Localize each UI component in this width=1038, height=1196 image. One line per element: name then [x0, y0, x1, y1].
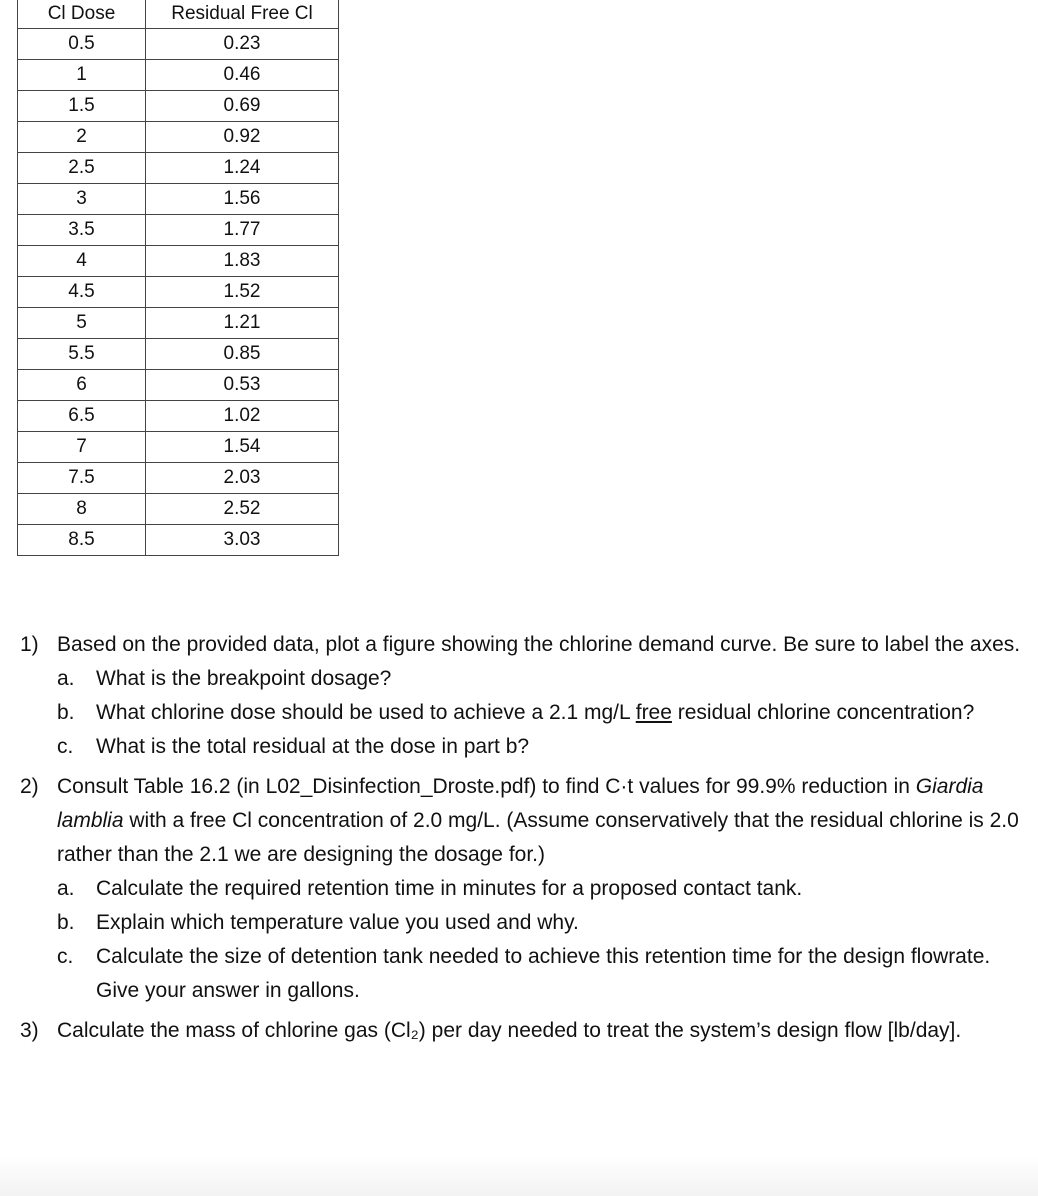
- residual-free-cl-cell: 1.77: [146, 215, 339, 246]
- sub-text: Calculate the size of detention tank needed to achieve this retention time for the design flowrate. Give your answer in gallons.: [96, 945, 991, 1002]
- residual-free-cl-cell: 0.85: [146, 339, 339, 370]
- table-row: [18, 91, 339, 122]
- question-2a: [57, 872, 1030, 906]
- question-2: [20, 770, 1030, 1008]
- table-row: [18, 184, 339, 215]
- question-number: 2): [20, 775, 39, 798]
- question-1b: [57, 696, 1030, 730]
- cl-dose-cell: 1: [18, 60, 146, 91]
- cl-dose-cell: 8.5: [18, 525, 146, 556]
- sub-text: What is the breakpoint dosage?: [96, 667, 392, 690]
- column-header-cl-dose: Cl Dose: [18, 0, 146, 29]
- table-row: [18, 277, 339, 308]
- cl-dose-cell: 8: [18, 494, 146, 525]
- table-row: [18, 370, 339, 401]
- question-2c: [57, 940, 1030, 1008]
- sub-letter: a.: [57, 667, 75, 690]
- table-header-row: [18, 0, 339, 29]
- residual-free-cl-cell: 0.92: [146, 122, 339, 153]
- sub-letter: b.: [57, 701, 75, 724]
- residual-free-cl-cell: 1.56: [146, 184, 339, 215]
- sub-letter: c.: [57, 735, 74, 758]
- questions-section: [20, 628, 1030, 1048]
- residual-free-cl-cell: 0.53: [146, 370, 339, 401]
- cl-dose-cell: 3.5: [18, 215, 146, 246]
- cl-dose-cell: 6: [18, 370, 146, 401]
- question-text: [57, 770, 1030, 872]
- table-row: [18, 122, 339, 153]
- table-row: [18, 494, 339, 525]
- residual-free-cl-cell: 1.54: [146, 432, 339, 463]
- cl-dose-cell: 5.5: [18, 339, 146, 370]
- table-row: [18, 432, 339, 463]
- question-number: 3): [20, 1019, 39, 1042]
- cl-dose-cell: 0.5: [18, 29, 146, 60]
- residual-free-cl-cell: 1.24: [146, 153, 339, 184]
- question-1a: [57, 662, 1030, 696]
- question-text-pre: Consult Table 16.2 (in L02_Disinfection_Droste.pdf) to find C·t values for 99.9% reduction in: [57, 775, 916, 798]
- table-row: [18, 308, 339, 339]
- residual-free-cl-cell: 0.46: [146, 60, 339, 91]
- question-1c: [57, 730, 1030, 764]
- cl-dose-cell: 7: [18, 432, 146, 463]
- table-body: [18, 29, 339, 556]
- question-text: Based on the provided data, plot a figure showing the chlorine demand curve. Be sure to label the axes.: [57, 633, 1021, 656]
- sub-text: What is the total residual at the dose in part b?: [96, 735, 530, 758]
- cl-dose-cell: 6.5: [18, 401, 146, 432]
- question-2b: [57, 906, 1030, 940]
- sub-text: Calculate the required retention time in minutes for a proposed contact tank.: [96, 877, 803, 900]
- cl-dose-cell: 3: [18, 184, 146, 215]
- residual-free-cl-cell: 0.69: [146, 91, 339, 122]
- cl-dose-cell: 5: [18, 308, 146, 339]
- sub-text-post: residual chlorine concentration?: [671, 701, 975, 724]
- underlined-free: free: [635, 701, 672, 724]
- residual-free-cl-cell: 1.21: [146, 308, 339, 339]
- residual-free-cl-cell: 2.52: [146, 494, 339, 525]
- column-header-residual-free-cl: Residual Free Cl: [146, 0, 339, 29]
- table-row: [18, 29, 339, 60]
- question-text-post: with a free Cl concentration of 2.0 mg/L. (Assume conservatively that the residual chlorine is 2.0 rather than the 2.1 we are designing the dosage for.): [57, 809, 1019, 866]
- residual-free-cl-cell: 0.23: [146, 29, 339, 60]
- sub-letter: c.: [57, 945, 74, 968]
- chlorine-data-table: [17, 0, 339, 556]
- table-row: [18, 60, 339, 91]
- residual-free-cl-cell: 3.03: [146, 525, 339, 556]
- sub-text-pre: What chlorine dose should be used to achieve a 2.1 mg/L: [96, 701, 636, 724]
- residual-free-cl-cell: 2.03: [146, 463, 339, 494]
- residual-free-cl-cell: 1.83: [146, 246, 339, 277]
- table-row: [18, 246, 339, 277]
- table-row: [18, 339, 339, 370]
- bottom-shadow: [0, 1156, 1038, 1196]
- sub-text: Explain which temperature value you used and why.: [96, 911, 579, 934]
- cl-dose-cell: 7.5: [18, 463, 146, 494]
- question-1: [20, 628, 1030, 764]
- question-number: 1): [20, 633, 39, 656]
- table-row: [18, 153, 339, 184]
- cl-dose-cell: 2.5: [18, 153, 146, 184]
- residual-free-cl-cell: 1.02: [146, 401, 339, 432]
- cl-dose-cell: 2: [18, 122, 146, 153]
- sub-letter: b.: [57, 911, 75, 934]
- cl-dose-cell: 1.5: [18, 91, 146, 122]
- question-3: [20, 1014, 1030, 1048]
- italic-organism: Giardia lamblia: [57, 775, 984, 832]
- residual-free-cl-cell: 1.52: [146, 277, 339, 308]
- table-row: [18, 215, 339, 246]
- table-row: [18, 401, 339, 432]
- cl-dose-cell: 4: [18, 246, 146, 277]
- question-text: Calculate the mass of chlorine gas (Cl₂) per day needed to treat the system’s design flow [lb/day].: [57, 1019, 962, 1042]
- table-row: [18, 525, 339, 556]
- table-row: [18, 463, 339, 494]
- cl-dose-cell: 4.5: [18, 277, 146, 308]
- sub-letter: a.: [57, 877, 75, 900]
